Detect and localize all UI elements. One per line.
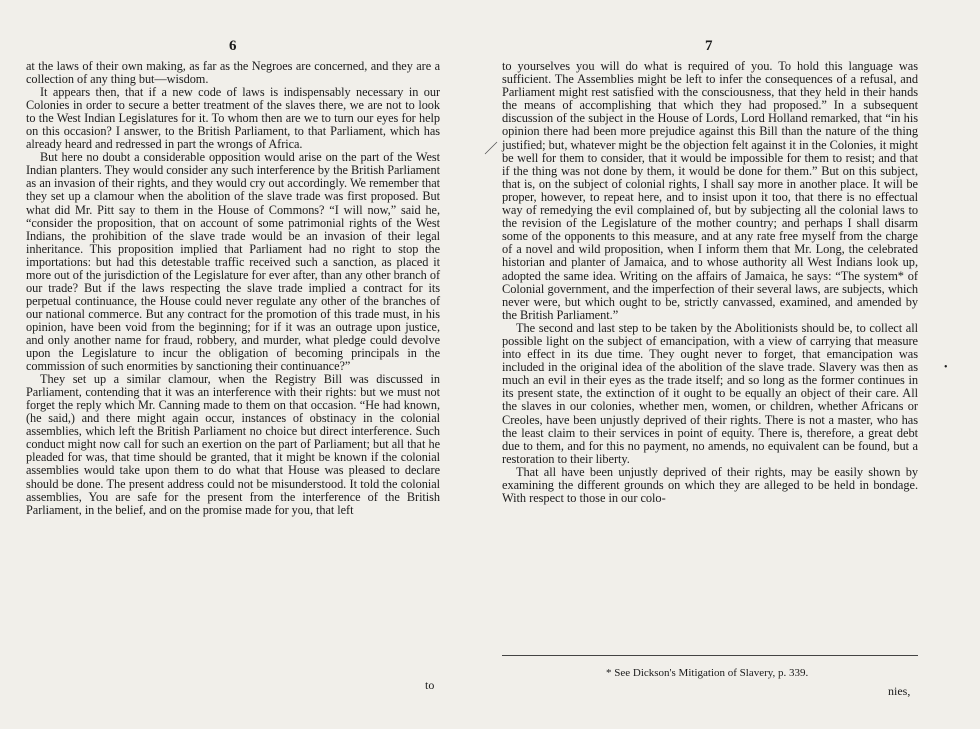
right-page-text	[502, 60, 918, 505]
right-catchword: nies,	[888, 684, 911, 698]
footnote: * See Dickson's Mitigation of Slavery, p. 339.	[606, 667, 809, 679]
left-paragraph-2: It appears then, that if a new code of laws is indispensably necessary in our Colonies in order to secure a better treatment of the slaves there, we are not to look to the West Indian Legislatures for it. To whom then are we to turn our eyes for help on this occasion? I answer, to the British Parliament, to that Parliament, which has already heard and redressed in part the wrongs of Africa.	[26, 85, 440, 152]
left-page	[26, 0, 440, 729]
footnote-rule	[502, 655, 918, 656]
left-paragraph-1: at the laws of their own making, as far as the Negroes are concerned, and they are a collection of any thing but—wisdom.	[26, 59, 440, 87]
margin-mark: •	[944, 362, 948, 373]
left-page-text	[26, 60, 440, 517]
right-paragraph-1: to yourselves you will do what is required of you. To hold this language was sufficient. The Assemblies might be left to infer the consequences of a refusal, and Parliament might rest satisfied with the consciousness, that they held in their hands the means of accomplishing that which they had proposed.” In a subsequent discussion of the subject in the House of Lords, Lord Holland remarked, that “in his opinion there had been more prejudice against this Bill than the nature of the thing justified; but, whatever might be the objection felt against it in the Colonies, it might be well for them to consider, that it would be impossible for them to resist; and that if the thing was not done by them, it would be done for them.” But on this subject, that is, on the subject of colonial rights, I shall say more in another place. It will be proper, however, to repeat here, and to insist upon it too, that there is no effectual way of remedying the evil complained of, but by subjecting all the colonial laws to the revision of the Legislature of the mother country; and perhaps I shall disarm some of the opponents to this measure, and at any rate free myself from the charge of a novel and wild proposition, when I inform them that Mr. Long, the celebrated historian and planter of Jamaica, and to whose authority all West Indians look up, adopted the same idea. Writing on the affairs of Jamaica, he says: “The system* of Colonial government, and the imperfection of their several laws, are subjects, which never were, but which ought to be, strictly canvassed, examined, and amended by the British Parliament.”	[502, 59, 918, 322]
pen-mark-icon	[483, 140, 499, 156]
right-page	[502, 0, 918, 729]
left-catchword: to	[425, 678, 435, 692]
left-paragraph-4: They set up a similar clamour, when the Registry Bill was discussed in Parliament, contending that it was an interference with their rights: but we must not forget the reply which Mr. Canning made to them on that occasion. “He had known, (he said,) and there might again occur, instances of obstinacy in the colonial assemblies, which left the British Parliament no choice but direct interference. Such conduct might now call for such an exertion on the part of Parliament; but all that he pleaded for was, that time should be granted, that it might be known if the colonial assemblies would take upon them to do what that House was pleased to declare should be done. The present address could not be misunderstood. It told the colonial assemblies, You are safe for the present from the interference of the British Parliament, in the belief, and on the promise made for you, that left	[26, 372, 440, 517]
right-page-number: 7	[705, 38, 713, 54]
left-page-number: 6	[229, 38, 237, 54]
left-paragraph-3: But here no doubt a considerable opposition would arise on the part of the West Indian planters. They would consider any such interference by the British Parliament as an invasion of their rights, and they would cry out accordingly. We remember that they set up a clamour when the abolition of the slave trade was first proposed. But what did Mr. Pitt say to them in the House of Commons? “I will now,” said he, “consider the proposition, that on account of some patrimonial rights of the West Indians, the prohibition of the slave trade would be an invasion of their legal inheritance. This proposition implied that Parliament had no right to stop the importations: but had this detestable traffic received such a sanction, as placed it more out of the jurisdiction of the Legislature for ever after, than any other branch of our trade? But if the laws respecting the slave trade implied a contract for its perpetual continuance, the House could never regulate any other of the branches of our national commerce. But any contract for the promotion of this trade must, in his opinion, have been void from the beginning; for if it was an outrage upon justice, and only another name for fraud, robbery, and murder, what pledge could devolve upon the Legislature to incur the obligation of becoming principals in the commission of such enormities by sanctioning their continuance?”	[26, 150, 440, 374]
right-paragraph-2: The second and last step to be taken by the Abolitionists should be, to collect all possible light on the subject of emancipation, with a view of carrying that measure into effect in its due time. They ought never to forget, that emancipation was included in the original idea of the abolition of the slave trade. Slavery was then as much an evil in their eyes as the trade itself; and so long as the former continues in its present state, the extinction of it ought to be equally an object of their care. All the slaves in our colonies, whether men, women, or children, whether Africans or Creoles, have been unjustly deprived of their rights. There is not a master, who has the least claim to their services in point of equity. There is, therefore, a great debt due to them, and for this no payment, no amends, no equivalent can be found, but a restoration to their liberty.	[502, 320, 918, 466]
right-paragraph-3: That all have been unjustly deprived of their rights, may be easily shown by examining the different grounds on which they are alleged to be held in bondage. With respect to those in our colo-	[502, 464, 918, 506]
